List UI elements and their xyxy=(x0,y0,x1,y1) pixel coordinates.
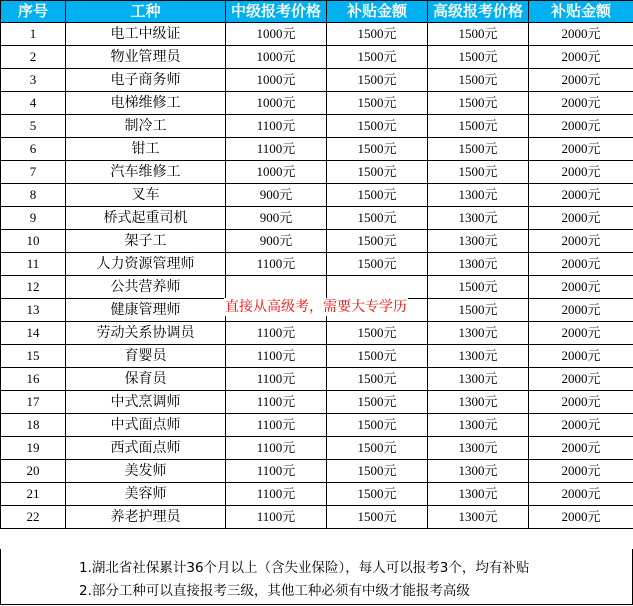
table-row xyxy=(1,69,633,92)
cell-high-subsidy: 2000元 xyxy=(529,345,633,368)
cell-job: 桥式起重司机 xyxy=(66,207,226,230)
table-row xyxy=(1,322,633,345)
cell-job: 保育员 xyxy=(66,368,226,391)
cell-job: 劳动关系协调员 xyxy=(66,322,226,345)
cell-mid-price: 1100元 xyxy=(226,345,327,368)
cell-mid-subsidy: 1500元 xyxy=(327,437,428,460)
cell-high-subsidy: 2000元 xyxy=(529,161,633,184)
cell-mid-subsidy: 1500元 xyxy=(327,345,428,368)
table-row xyxy=(1,46,633,69)
cell-seq: 22 xyxy=(1,506,66,529)
cell-high-subsidy: 2000元 xyxy=(529,115,633,138)
cell-mid-subsidy: 1500元 xyxy=(327,46,428,69)
table-row xyxy=(1,138,633,161)
cell-mid-price: 1000元 xyxy=(226,92,327,115)
cell-seq: 5 xyxy=(1,115,66,138)
cell-mid-subsidy: 1500元 xyxy=(327,161,428,184)
cell-job: 养老护理员 xyxy=(66,506,226,529)
cell-high-subsidy: 2000元 xyxy=(529,506,633,529)
cell-mid-price: 1100元 xyxy=(226,437,327,460)
cell-high-subsidy: 2000元 xyxy=(529,391,633,414)
cell-high-subsidy: 2000元 xyxy=(529,23,633,46)
table-header-row xyxy=(1,1,633,23)
table-row xyxy=(1,276,633,299)
cell-job: 中式面点师 xyxy=(66,414,226,437)
cell-high-price: 1300元 xyxy=(428,230,529,253)
cell-high-subsidy: 2000元 xyxy=(529,230,633,253)
cell-seq: 12 xyxy=(1,276,66,299)
cell-mid-price: 1100元 xyxy=(226,391,327,414)
table-row xyxy=(1,368,633,391)
table-row xyxy=(1,483,633,506)
cell-high-subsidy: 2000元 xyxy=(529,253,633,276)
cell-high-subsidy: 2000元 xyxy=(529,414,633,437)
header-high-subsidy: 补贴金额 xyxy=(529,1,633,23)
table-row xyxy=(1,184,633,207)
cell-high-subsidy: 2000元 xyxy=(529,299,633,322)
cell-mid-price: 1100元 xyxy=(226,253,327,276)
cell-high-price: 1500元 xyxy=(428,23,529,46)
cell-mid-subsidy: 1500元 xyxy=(327,391,428,414)
cell-high-subsidy: 2000元 xyxy=(529,46,633,69)
cell-mid-price: 1100元 xyxy=(226,138,327,161)
cell-mid-subsidy xyxy=(327,276,428,299)
cell-seq: 18 xyxy=(1,414,66,437)
cell-high-price: 1300元 xyxy=(428,184,529,207)
cell-high-price: 1500元 xyxy=(428,161,529,184)
table-body xyxy=(1,23,633,529)
cell-job: 育婴员 xyxy=(66,345,226,368)
table-row xyxy=(1,460,633,483)
cell-job: 中式烹调师 xyxy=(66,391,226,414)
cell-high-price: 1300元 xyxy=(428,414,529,437)
cell-mid-subsidy: 1500元 xyxy=(327,368,428,391)
table-row xyxy=(1,414,633,437)
cell-mid-subsidy: 1500元 xyxy=(327,506,428,529)
cell-seq: 15 xyxy=(1,345,66,368)
cell-seq: 2 xyxy=(1,46,66,69)
cell-mid-subsidy: 1500元 xyxy=(327,69,428,92)
cell-mid-price: 1000元 xyxy=(226,46,327,69)
table-row xyxy=(1,253,633,276)
cell-mid-price: 1000元 xyxy=(226,161,327,184)
cell-high-subsidy: 2000元 xyxy=(529,368,633,391)
cell-high-price: 1300元 xyxy=(428,483,529,506)
cell-mid-subsidy: 1500元 xyxy=(327,207,428,230)
cell-seq: 8 xyxy=(1,184,66,207)
cell-mid-price: 1100元 xyxy=(226,322,327,345)
table-row xyxy=(1,23,633,46)
cell-high-subsidy: 2000元 xyxy=(529,184,633,207)
cell-seq: 14 xyxy=(1,322,66,345)
cell-seq: 7 xyxy=(1,161,66,184)
cell-high-subsidy: 2000元 xyxy=(529,460,633,483)
cell-seq: 9 xyxy=(1,207,66,230)
cell-job: 西式面点师 xyxy=(66,437,226,460)
cell-mid-price: 1100元 xyxy=(226,414,327,437)
cell-high-subsidy: 2000元 xyxy=(529,138,633,161)
cell-seq: 3 xyxy=(1,69,66,92)
cell-high-subsidy: 2000元 xyxy=(529,276,633,299)
cell-mid-price: 1100元 xyxy=(226,506,327,529)
cell-high-subsidy: 2000元 xyxy=(529,322,633,345)
cell-job: 电工中级证 xyxy=(66,23,226,46)
footer-note-1: 1.湖北省社保累计36个月以上（含失业保险），每人可以报考3个，均有补贴 xyxy=(79,560,530,576)
cell-mid-price: 1000元 xyxy=(226,23,327,46)
cell-mid-price: 1100元 xyxy=(226,460,327,483)
cell-job: 叉车 xyxy=(66,184,226,207)
cell-high-price: 1500元 xyxy=(428,299,529,322)
cell-high-price: 1300元 xyxy=(428,506,529,529)
cell-high-price: 1500元 xyxy=(428,69,529,92)
cell-seq: 6 xyxy=(1,138,66,161)
cell-high-price: 1500元 xyxy=(428,115,529,138)
cell-high-price: 1300元 xyxy=(428,322,529,345)
header-mid-price: 中级报考价格 xyxy=(226,1,327,23)
table-row xyxy=(1,207,633,230)
cell-seq: 17 xyxy=(1,391,66,414)
header-high-price: 高级报考价格 xyxy=(428,1,529,23)
cell-seq: 4 xyxy=(1,92,66,115)
cell-high-subsidy: 2000元 xyxy=(529,437,633,460)
cell-mid-price: 1100元 xyxy=(226,483,327,506)
cell-high-price: 1300元 xyxy=(428,437,529,460)
cell-mid-subsidy: 1500元 xyxy=(327,322,428,345)
cell-mid-subsidy: 1500元 xyxy=(327,414,428,437)
cell-job: 架子工 xyxy=(66,230,226,253)
cell-high-price: 1300元 xyxy=(428,345,529,368)
cell-job: 制冷工 xyxy=(66,115,226,138)
cell-mid-subsidy: 1500元 xyxy=(327,460,428,483)
cell-seq: 20 xyxy=(1,460,66,483)
cell-seq: 10 xyxy=(1,230,66,253)
footer-notes xyxy=(0,549,633,605)
cell-mid-subsidy: 1500元 xyxy=(327,138,428,161)
cell-high-price: 1300元 xyxy=(428,460,529,483)
cell-job: 电梯维修工 xyxy=(66,92,226,115)
cell-high-price: 1500元 xyxy=(428,276,529,299)
cell-mid-price: 900元 xyxy=(226,184,327,207)
cell-job: 汽车维修工 xyxy=(66,161,226,184)
cell-mid-subsidy: 1500元 xyxy=(327,230,428,253)
cell-seq: 11 xyxy=(1,253,66,276)
cell-mid-subsidy: 1500元 xyxy=(327,253,428,276)
footer-note-2: 2.部分工种可以直接报考三级，其他工种必须有中级才能报考高级 xyxy=(79,583,470,599)
cell-job: 钳工 xyxy=(66,138,226,161)
cell-high-price: 1300元 xyxy=(428,207,529,230)
cell-seq: 13 xyxy=(1,299,66,322)
table-row xyxy=(1,437,633,460)
table-row xyxy=(1,345,633,368)
cell-mid-price: 1100元 xyxy=(226,368,327,391)
cell-mid-price: 900元 xyxy=(226,207,327,230)
cell-high-subsidy: 2000元 xyxy=(529,69,633,92)
table-row xyxy=(1,506,633,529)
cell-job: 美容师 xyxy=(66,483,226,506)
cell-high-price: 1500元 xyxy=(428,138,529,161)
cell-mid-subsidy: 1500元 xyxy=(327,115,428,138)
header-job: 工种 xyxy=(66,1,226,23)
cell-mid-price: 1000元 xyxy=(226,69,327,92)
cell-high-subsidy: 2000元 xyxy=(529,92,633,115)
cell-job: 电子商务师 xyxy=(66,69,226,92)
cell-job: 美发师 xyxy=(66,460,226,483)
cell-mid-subsidy: 1500元 xyxy=(327,483,428,506)
cell-job: 公共营养师 xyxy=(66,276,226,299)
cell-job: 物业管理员 xyxy=(66,46,226,69)
cell-mid-price: 1100元 xyxy=(226,115,327,138)
cell-mid-subsidy: 1500元 xyxy=(327,23,428,46)
cell-mid-subsidy: 1500元 xyxy=(327,184,428,207)
table-row xyxy=(1,391,633,414)
cell-mid-subsidy: 1500元 xyxy=(327,92,428,115)
cell-high-price: 1300元 xyxy=(428,253,529,276)
table-row xyxy=(1,161,633,184)
cell-high-price: 1500元 xyxy=(428,46,529,69)
cell-mid-price xyxy=(226,276,327,299)
cell-job: 人力资源管理师 xyxy=(66,253,226,276)
cell-seq: 21 xyxy=(1,483,66,506)
cell-job: 健康管理师 xyxy=(66,299,226,322)
header-seq: 序号 xyxy=(1,1,66,23)
cell-high-subsidy: 2000元 xyxy=(529,207,633,230)
cell-seq: 19 xyxy=(1,437,66,460)
header-mid-subsidy: 补贴金额 xyxy=(327,1,428,23)
cell-mid-price: 900元 xyxy=(226,230,327,253)
table-row xyxy=(1,92,633,115)
cell-high-price: 1500元 xyxy=(428,92,529,115)
cell-high-price: 1300元 xyxy=(428,368,529,391)
table-row xyxy=(1,230,633,253)
table-row xyxy=(1,115,633,138)
cell-high-price: 1300元 xyxy=(428,391,529,414)
merged-note: 直接从高级考，需要大专学历 xyxy=(225,299,407,315)
cell-seq: 1 xyxy=(1,23,66,46)
cell-seq: 16 xyxy=(1,368,66,391)
cell-high-subsidy: 2000元 xyxy=(529,483,633,506)
